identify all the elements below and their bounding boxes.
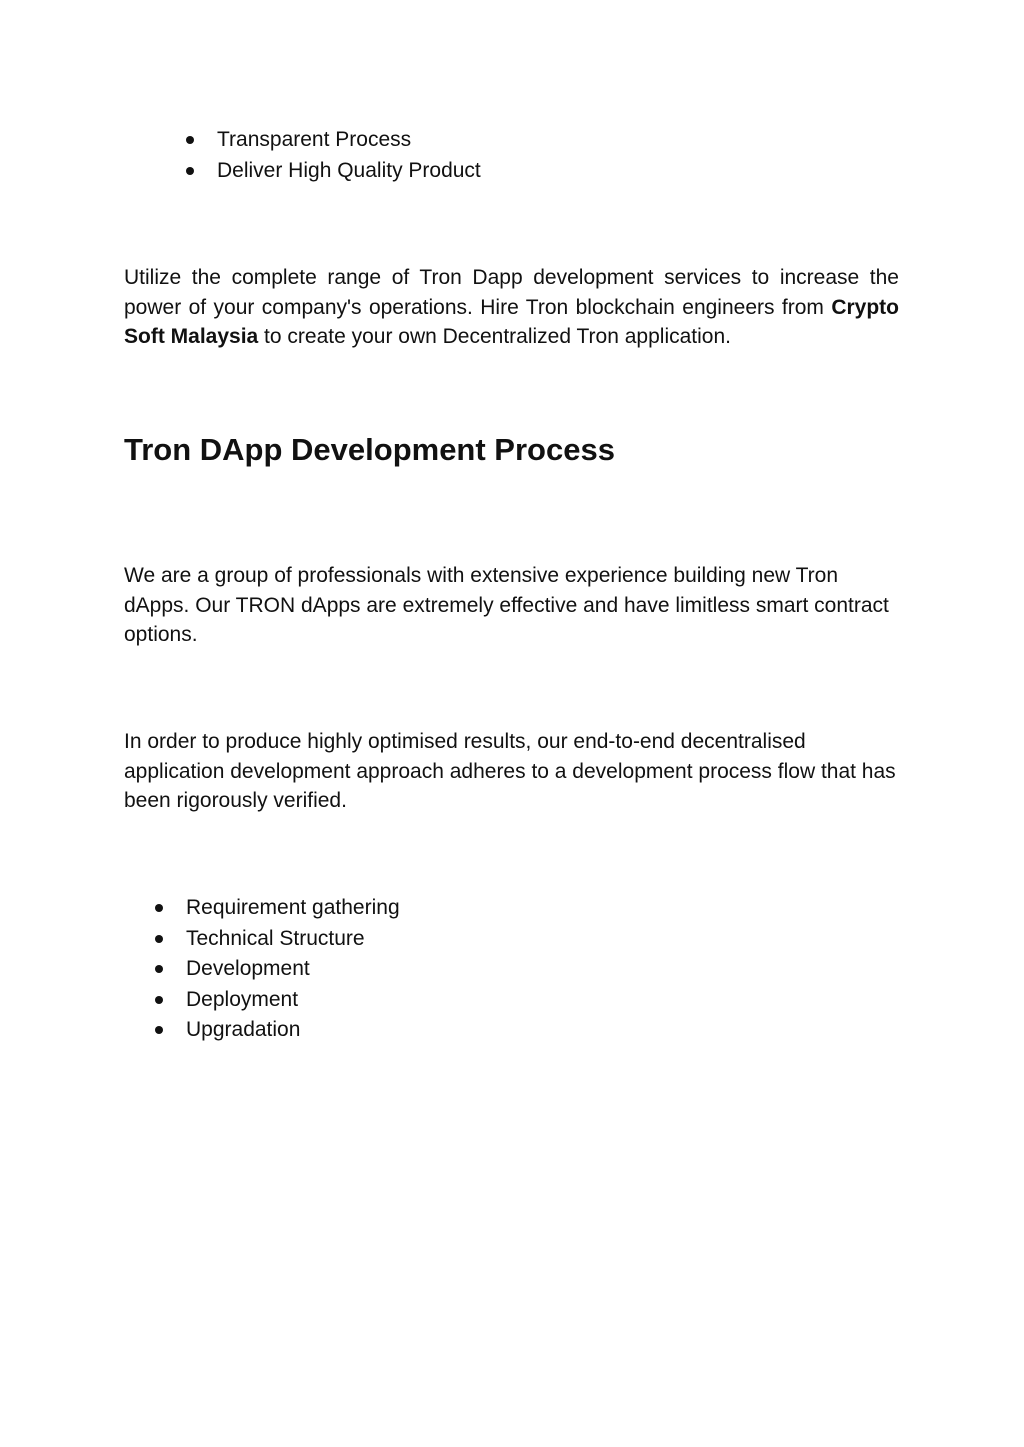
list-item xyxy=(186,1015,400,1046)
list-item xyxy=(186,893,400,924)
intro-text-start: Utilize the complete range of Tron Dapp development services to increase the power of your company's operations. Hire Tron blockchain engineers from xyxy=(124,266,899,319)
list-item-text: Deployment xyxy=(186,987,299,1011)
intro-paragraph xyxy=(124,263,899,352)
list-item xyxy=(217,156,481,187)
company-name: Crypto Soft Malaysia xyxy=(124,295,899,348)
list-item-text: Development xyxy=(186,957,310,981)
bullet-icon xyxy=(186,167,194,175)
intro-text-end: to create your own Decentralized Tron application. xyxy=(258,325,731,348)
list-item xyxy=(186,954,400,985)
section-heading: Tron DApp Development Process xyxy=(124,432,615,467)
bullet-icon xyxy=(155,1026,163,1034)
team-paragraph: We are a group of professionals with extensive experience building new Tron dApps. Our TRON dApps are extremely effective and have limitless smart contract options. xyxy=(124,564,889,646)
bullet-icon xyxy=(155,965,163,973)
feature-list xyxy=(217,125,481,186)
approach-paragraph: In order to produce highly optimised results, our end-to-end decentralised application development approach adheres to a development process flow that has been rigorously verified. xyxy=(124,730,896,812)
list-item xyxy=(186,985,400,1016)
bullet-icon xyxy=(155,935,163,943)
list-item-text: Transparent Process xyxy=(217,128,412,151)
bullet-icon xyxy=(155,904,163,912)
list-item-text: Technical Structure xyxy=(186,926,365,950)
bullet-icon xyxy=(186,136,194,144)
list-item-text: Requirement gathering xyxy=(186,896,400,919)
bullet-icon xyxy=(155,996,163,1004)
list-item-text: Upgradation xyxy=(186,1018,301,1042)
list-item-text: Deliver High Quality Product xyxy=(217,158,481,182)
process-steps-list xyxy=(186,893,400,1046)
list-item xyxy=(186,924,400,955)
list-item xyxy=(217,125,481,156)
